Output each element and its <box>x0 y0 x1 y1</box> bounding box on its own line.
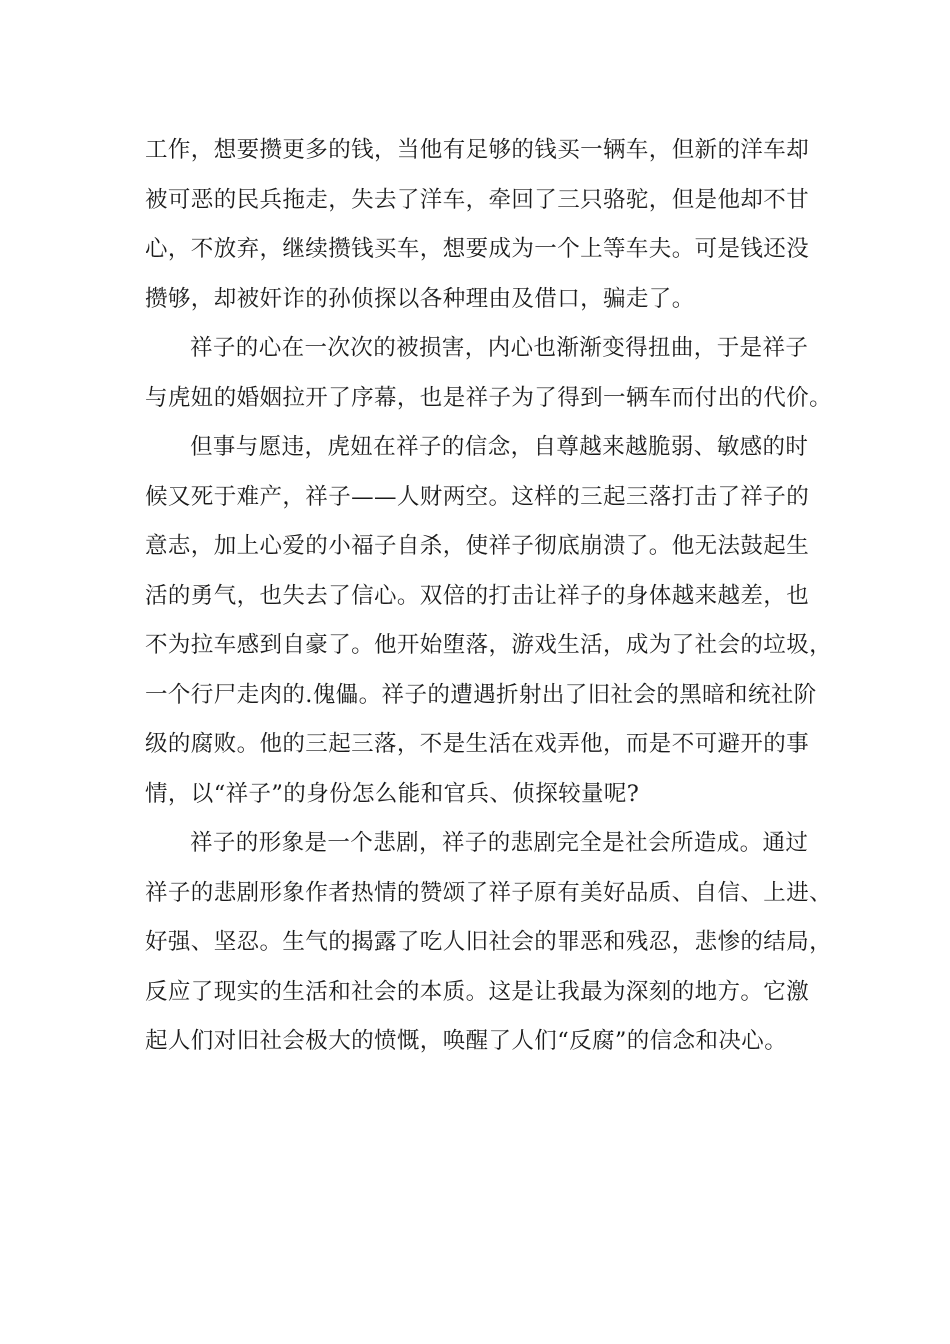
text-line: 活的勇气，也失去了信心。双倍的打击让祥子的身体越来越差，也 <box>145 582 810 609</box>
paragraph-first-line: 祥子的心在一次次的被损害，内心也渐渐变得扭曲，于是祥子 <box>190 335 809 361</box>
text-line: 情，以“祥子”的身份怎么能和官兵、侦探较量呢? <box>145 780 640 807</box>
text-line: 不为拉车感到自豪了。他开始堕落，游戏生活，成为了社会的垃圾， <box>145 632 833 658</box>
text-line: 反应了现实的生活和社会的本质。这是让我最为深刻的地方。它激 <box>145 978 810 1005</box>
text-line: 一个行尸走肉的.傀儡。祥子的遭遇折射出了旧社会的黑暗和统社阶 <box>145 681 817 708</box>
text-line: 意志，加上心爱的小福子自杀，使祥子彻底崩溃了。他无法鼓起生 <box>145 533 810 559</box>
text-line: 与虎妞的婚姻拉开了序幕，也是祥子为了得到一辆车而付出的代价。 <box>145 384 833 411</box>
text-line: 起人们对旧社会极大的愤慨，唤醒了人们“反腐”的信念和决心。 <box>145 1028 788 1054</box>
text-line: 被可恶的民兵拖走，失去了洋车，牵回了三只骆驼，但是他却不甘 <box>145 186 810 213</box>
text-line: 工作，想要攒更多的钱，当他有足够的钱买一辆车，但新的洋车却 <box>145 137 810 163</box>
text-line: 祥子的悲剧形象作者热情的赞颂了祥子原有美好品质、自信、上进、 <box>145 879 833 906</box>
text-line: 候又死于难产，祥子——人财两空。这样的三起三落打击了祥子的 <box>145 483 810 510</box>
text-line: 级的腐败。他的三起三落，不是生活在戏弄他，而是不可避开的事 <box>145 731 810 757</box>
text-line: 攒够，却被奸诈的孙侦探以各种理由及借口，骗走了。 <box>145 285 695 312</box>
text-line: 好强、坚忍。生气的揭露了吃人旧社会的罪恶和残忍，悲惨的结局， <box>145 929 833 955</box>
document-body <box>145 126 833 1067</box>
paragraph-first-line: 祥子的形象是一个悲剧，祥子的悲剧完全是社会所造成。通过 <box>190 830 809 856</box>
text-line: 心，不放弃，继续攒钱买车，想要成为一个上等车夫。可是钱还没 <box>145 236 810 262</box>
paragraph-first-line: 但事与愿违，虎妞在祥子的信念，自尊越来越脆弱、敏感的时 <box>190 434 809 460</box>
